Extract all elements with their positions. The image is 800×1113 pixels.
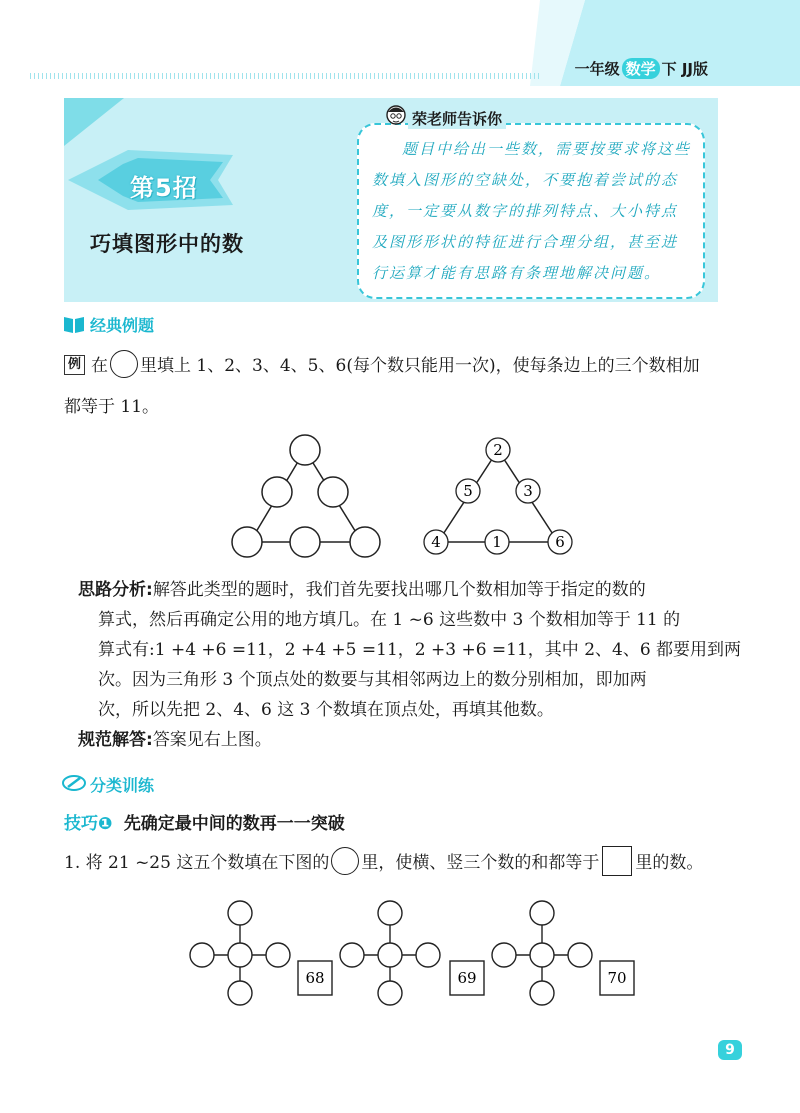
skill-label: 技巧❶ xyxy=(64,814,113,834)
circle-left-mid xyxy=(262,477,292,507)
q1-text-2: 里，使横、竖三个数的和都等于 xyxy=(361,853,600,873)
answer-bottom-right: 6 xyxy=(555,533,565,551)
skill-line xyxy=(64,809,345,834)
circle-bottom-mid xyxy=(290,527,320,557)
subject-badge: 数学 xyxy=(622,58,660,79)
circle-top xyxy=(290,435,320,465)
answer-label: 规范解答: xyxy=(78,730,153,750)
target-value: 69 xyxy=(457,969,477,987)
grade-label xyxy=(575,58,708,79)
book-icon xyxy=(62,314,86,334)
cross-figure-3 xyxy=(492,901,634,1005)
circle-bottom-right xyxy=(350,527,380,557)
q1-text-1: 1. 将 21 ~25 这五个数填在下图的 xyxy=(64,853,330,873)
analysis-line-1: 解答此类型的题时，我们首先要找出哪几个数相加等于指定的数的 xyxy=(152,580,646,600)
page-number: 9 xyxy=(718,1040,742,1060)
pencil-icon xyxy=(62,774,86,792)
lesson-title: 巧填图形中的数 xyxy=(90,232,244,256)
analysis-block xyxy=(78,575,768,755)
analysis-line: 次，所以先把 2、4、6 这 3 个数填在顶点处，再填其他数。 xyxy=(98,700,554,720)
target-value: 70 xyxy=(607,969,627,987)
question-text-1: 在 xyxy=(91,356,109,376)
answer-triangle-figure xyxy=(418,432,583,562)
target-value: 68 xyxy=(305,969,325,987)
inline-box xyxy=(602,846,632,876)
training-heading: 分类训练 xyxy=(90,776,155,795)
answer-text: 答案见右上图。 xyxy=(152,730,272,750)
cross-figure-2 xyxy=(340,901,484,1005)
answer-bottom-left: 4 xyxy=(431,533,441,551)
answer-left-mid: 5 xyxy=(463,482,473,500)
cross-figure-1 xyxy=(190,901,332,1005)
answer-right-mid: 3 xyxy=(523,482,533,500)
tip-text: 题目中给出一些数，需要按要求将这些数填入图形的空缺处，不要抱着尝试的态度，一定要从数字的排列特点、大小特点及图形形状的特征进行合理分组，甚至进行运算才能有思路有条理地解决问题。 xyxy=(372,140,692,282)
classic-heading: 经典例题 xyxy=(90,316,155,335)
teacher-avatar-icon xyxy=(384,103,408,129)
circle-bottom-left xyxy=(232,527,262,557)
lesson-number: 第5招 xyxy=(130,174,198,202)
answer-bottom-mid: 1 xyxy=(492,533,502,551)
answer-line xyxy=(78,725,768,755)
example-question xyxy=(64,350,764,381)
inline-circle xyxy=(110,350,138,378)
skill-title: 先确定最中间的数再一一突破 xyxy=(123,814,345,834)
empty-triangle-figure xyxy=(225,432,390,562)
grade-text: 一年级 xyxy=(574,60,620,78)
edition-text: 下 JJ版 xyxy=(661,60,708,78)
question-1 xyxy=(64,846,784,878)
analysis-line xyxy=(78,575,768,605)
analysis-label: 思路分析: xyxy=(78,580,153,600)
analysis-line: 算式，然后再确定公用的地方填几。在 1 ~6 这些数中 3 个数相加等于 11 的 xyxy=(98,610,681,630)
example-tag: 例 xyxy=(64,355,85,375)
cross-figures xyxy=(180,895,650,1010)
example-question-line2: 都等于 11。 xyxy=(64,397,160,417)
analysis-line: 次。因为三角形 3 个顶点处的数要与其相邻两边上的数分别相加，即加两 xyxy=(98,670,647,690)
question-text-2: 里填上 1、2、3、4、5、6(每个数只能用一次)，使每条边上的三个数相加 xyxy=(140,356,700,376)
corner-triangle-decoration xyxy=(64,98,124,146)
q1-text-3: 里的数。 xyxy=(635,853,704,873)
inline-circle xyxy=(331,847,359,875)
tip-title: 荣老师告诉你 xyxy=(408,108,506,129)
circle-right-mid xyxy=(318,477,348,507)
answer-top: 2 xyxy=(493,441,503,459)
analysis-line: 算式有:1 +4 +6 =11，2 +4 +5 =11，2 +3 +6 =11，其中 2、4、6 都要用到两 xyxy=(98,640,742,660)
